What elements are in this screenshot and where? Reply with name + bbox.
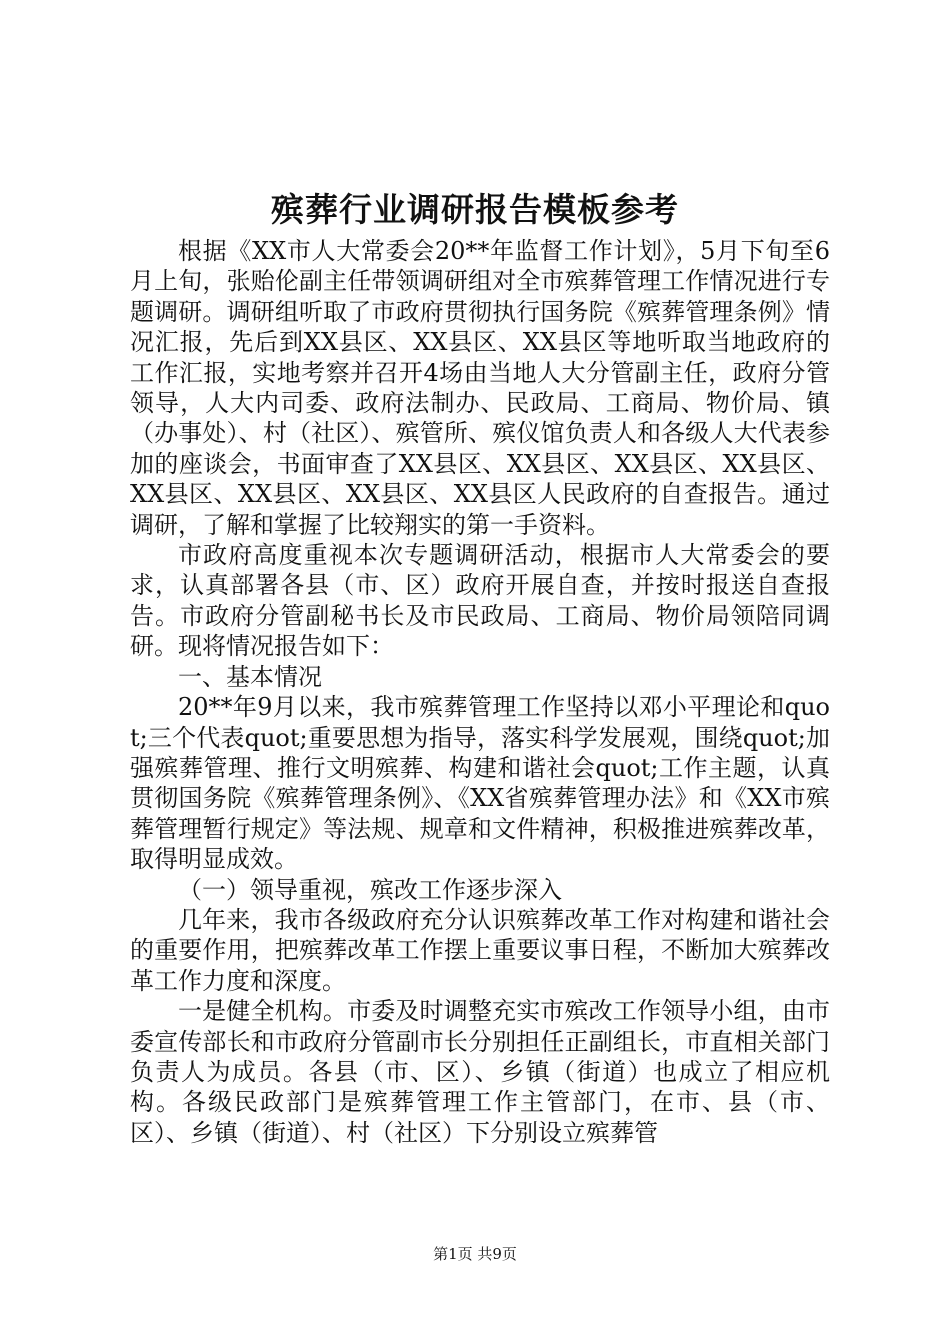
paragraph: 市政府高度重视本次专题调研活动，根据市人大常委会的要求，认真部署各县（市、区）政府开展自查，并按时报送自查报告。市政府分管副秘书长及市民政局、工商局、物价局领陪同调研。现将情况报告如下： — [130, 541, 830, 661]
paragraph: 一是健全机构。市委及时调整充实市殡改工作领导小组，由市委宣传部长和市政府分管副市长分别担任正副组长，市直相关部门负责人为成员。各县（市、区）、乡镇（街道）也成立了相应机构。各级民政部门是殡葬管理工作主管部门，在市、县（市、区）、乡镇（街道）、村（社区）下分别设立殡葬管 — [130, 997, 830, 1147]
page-footer: 第1页 共9页 — [433, 1245, 517, 1263]
paragraph: 几年来，我市各级政府充分认识殡葬改革工作对构建和谐社会的重要作用，把殡葬改革工作摆上重要议事日程，不断加大殡葬改革工作力度和深度。 — [130, 905, 830, 995]
document-title: 殡葬行业调研报告模板参考 — [271, 190, 679, 229]
subsection-heading: （一）领导重视，殡改工作逐步深入 — [178, 875, 562, 904]
paragraph: 根据《XX市人大常委会20**年监督工作计划》，5月下旬至6月上旬，张贻伦副主任带领调研组对全市殡葬管理工作情况进行专题调研。调研组听取了市政府贯彻执行国务院《殡葬管理条例》情况汇报，先后到XX县区、XX县区、XX县区等地听取当地政府的工作汇报，实地考察并召开4场由当地人大分管副主任，政府分管领导，人大内司委、政府法制办、民政局、工商局、物价局、镇（办事处）、村（社区）、殡管所、殡仪馆负责人和各级人大代表参加的座谈会，书面审查了XX县区、XX县区、XX县区、XX县区、XX县区、XX县区、XX县区、XX县区人民政府的自查报告。通过调研，了解和掌握了比较翔实的第一手资料。 — [130, 237, 830, 539]
section-heading: 一、基本情况 — [178, 662, 322, 691]
document-body — [130, 236, 830, 1148]
paragraph: 20**年9月以来，我市殡葬管理工作坚持以邓小平理论和quot;三个代表quot;重要思想为指导，落实科学发展观，围绕quot;加强殡葬管理、推行文明殡葬、构建和谐社会quot;工作主题，认真贯彻国务院《殡葬管理条例》、《XX省殡葬管理办法》和《XX市殡葬管理暂行规定》等法规、规章和文件精神，积极推进殡葬改革，取得明显成效。 — [130, 693, 830, 874]
